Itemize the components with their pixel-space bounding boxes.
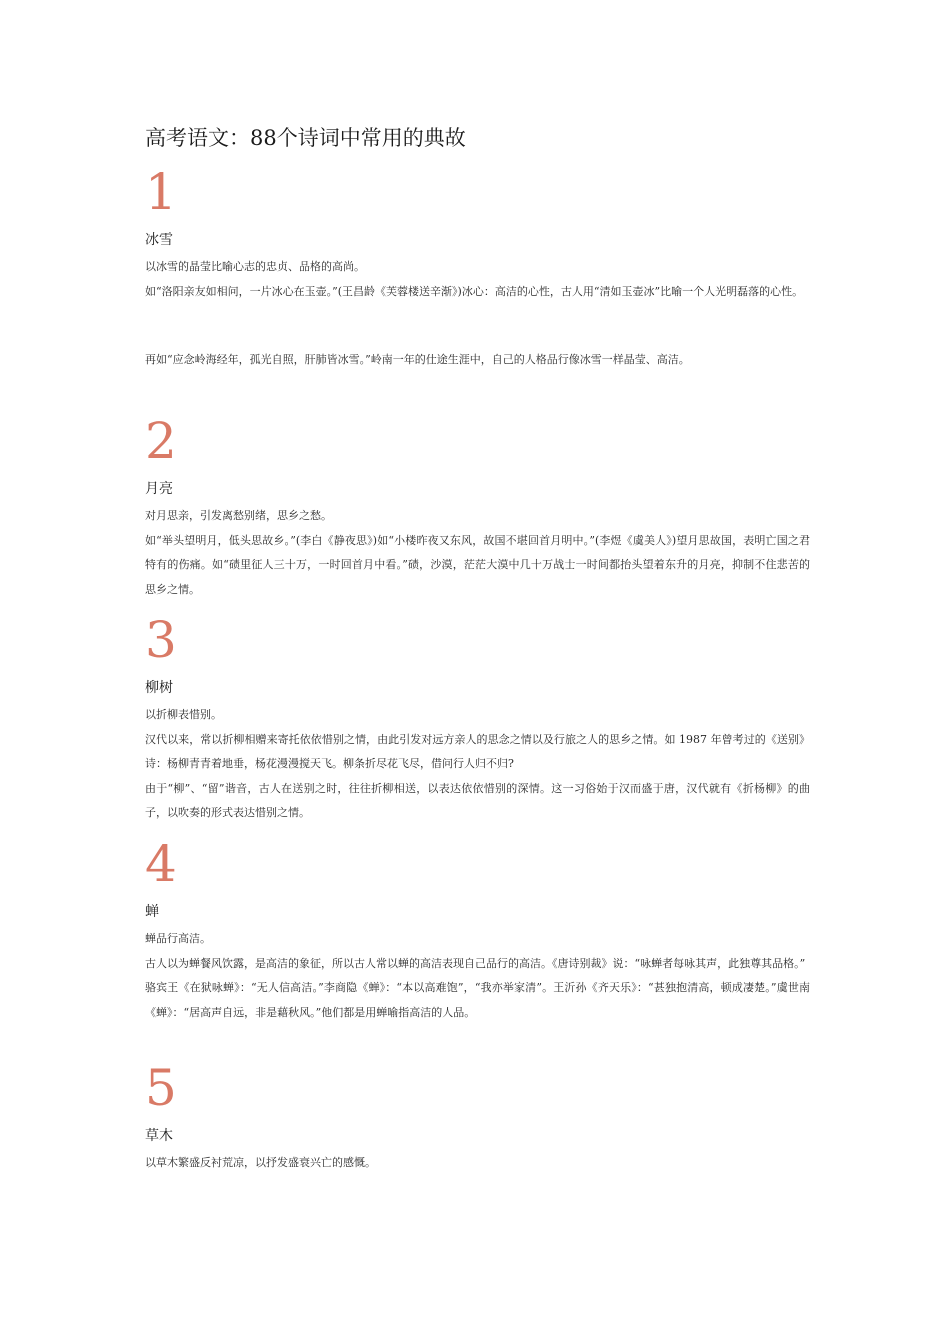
section-heading: 草木 [145,1128,173,1144]
paragraph: 汉代以来，常以折柳相赠来寄托依依惜别之情，由此引发对远方亲人的思念之情以及行旅之人的思乡之情。如 1987 年曾考过的《送别》诗：杨柳青青着地垂，杨花漫漫搅天飞。柳条折尽花飞尽，借问行人归不归? [145,732,810,770]
section-5 [145,1059,810,1176]
section-number: 1 [145,163,177,221]
paragraph: 由于“柳”、“留”谐音，古人在送别之时，往往折柳相送，以表达依依惜别的深情。这一习俗始于汉而盛于唐，汉代就有《折杨柳》的曲子，以吹奏的形式表达惜别之情。 [145,781,810,819]
document-title: 高考语文：88个诗词中常用的典故 [145,126,466,150]
section-4 [145,835,810,1025]
paragraph: 古人以为蝉餐风饮露，是高洁的象征，所以古人常以蝉的高洁表现自己品行的高洁。《唐诗别裁》说：“咏蝉者每咏其声，此独尊其品格。” [145,956,806,970]
section-number: 3 [145,611,177,669]
paragraph: 以草木繁盛反衬荒凉，以抒发盛衰兴亡的感慨。 [145,1156,376,1169]
section-heading: 月亮 [145,481,173,497]
section-number: 2 [145,412,177,470]
section-1 [145,163,810,373]
paragraph: 如“举头望明月，低头思故乡。”(李白《静夜思》)如“小楼昨夜又东风，故国不堪回首月明中。”(李煜《虞美人》)望月思故国，表明亡国之君特有的伤痛。如“碛里征人三十万，一时回首月中看。”碛，沙漠，茫茫大漠中几十万战士一时间都抬头望着东升的月亮，抑制不住悲苦的思乡之情。 [145,533,810,596]
section-number: 5 [145,1059,177,1117]
paragraph: 对月思亲，引发离愁别绪，思乡之愁。 [145,509,332,522]
section-heading: 蝉 [145,904,159,920]
paragraph: 再如“应念岭海经年，孤光自照，肝肺皆冰雪。”岭南一年的仕途生涯中，自己的人格品行像冰雪一样晶莹、高洁。 [145,353,690,366]
paragraph: 以折柳表惜别。 [145,708,222,721]
section-heading: 冰雪 [145,232,173,248]
paragraph: 蝉品行高洁。 [145,932,211,945]
section-2 [145,412,810,602]
section-heading: 柳树 [145,680,173,696]
paragraph: 以冰雪的晶莹比喻心志的忠贞、品格的高尚。 [145,260,365,273]
section-number: 4 [145,835,177,893]
section-3 [145,611,810,826]
paragraph: 如“洛阳亲友如相问，一片冰心在玉壶。”(王昌龄《芙蓉楼送辛渐》)冰心：高洁的心性，古人用“清如玉壶冰”比喻一个人光明磊落的心性。 [145,284,804,298]
paragraph: 骆宾王《在狱咏蝉》：“无人信高洁。”李商隐《蝉》：“本以高难饱”，“我亦举家清”。王沂孙《齐天乐》：“甚独抱清高，顿成凄楚。”虞世南《蝉》：“居高声自远，非是藉秋风。”他们都是用蝉喻指高洁的人品。 [145,981,810,1019]
